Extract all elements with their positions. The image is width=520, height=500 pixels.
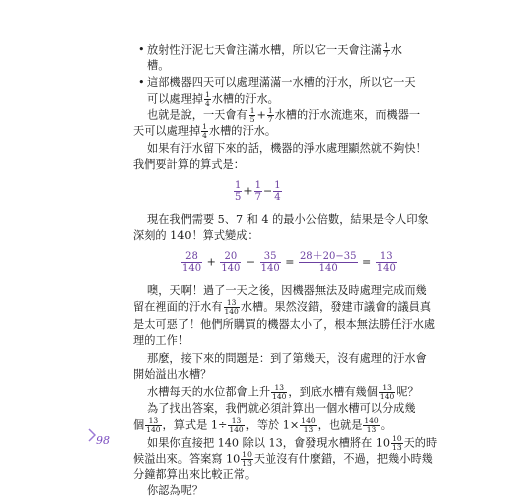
page-marker-icon	[88, 428, 96, 442]
paragraph-line: 分鐘都算出來比較正常。	[133, 468, 257, 481]
fraction: $\frac{1}{4}$	[204, 90, 210, 108]
equation-2: $\frac{28}{140}$ + $\frac{20}{140}$ − $\frac{35}{140}$ = $\frac{28+20-35}{140}$ = $\frac{13}{140}$	[182, 251, 396, 274]
paragraph-line: 個 $\frac{13}{140}$ ，算式是 1÷ $\frac{13}{140}$ ，等於 1× $\frac{140}{13}$ ，也就是 $\frac{140}{13}$ 。	[133, 416, 392, 434]
paragraph-line: 如果你直接把 140 除以 13，會發現水槽將在 10 $\frac{10}{13}$ 天的時	[147, 434, 438, 452]
paragraph-line: 理的工作！	[133, 334, 189, 347]
paragraph-line: 現在我們需要 5、7 和 4 的最小公倍數，結果是令人印象	[147, 213, 429, 226]
paragraph-line: 你認為呢？	[147, 484, 203, 497]
bullet-item: • 放射性汙泥七天會注滿水槽，所以它一天會注滿 $\frac{1}{7}$ 水	[147, 42, 402, 59]
paragraph-line: 我們要計算的算式是：	[133, 158, 245, 171]
paragraph-line: 深刻的 140！算式變成：	[133, 229, 259, 242]
paragraph-line: 那麼，接下來的問題是：到了第幾天，沒有處理的汙水會	[147, 352, 427, 365]
paragraph-line: 噢，天啊！過了一天之後，因機器無法及時處理完成而幾	[147, 284, 427, 297]
paragraph-line: 候溢出來。答案寫 10 $\frac{10}{13}$ 天並沒有什麼錯，不過，把幾小時幾	[133, 450, 433, 468]
bullet-continuation: 可以處理掉 $\frac{1}{4}$ 水槽的汙水。	[147, 90, 279, 108]
paragraph-line: 為了找出答案，我們就必須計算出一個水槽可以分成幾	[147, 402, 416, 415]
equation-1: $\frac{1}{5}$ + $\frac{1}{7}$ − $\frac{1}{4}$	[235, 180, 281, 203]
paragraph-line: 天可以處理掉 $\frac{1}{4}$ 水槽的汙水。	[133, 122, 277, 140]
page-number: 98	[96, 434, 110, 447]
bullet-continuation: 槽。	[147, 59, 170, 72]
bullet-item: • 這部機器四天可以處理滿滿一水槽的汙水，所以它一天	[147, 75, 416, 91]
paragraph-line: 留在裡面的汙水有 $\frac{13}{140}$ 水槽。果然沒錯，發建市議會的議員真	[133, 298, 432, 316]
paragraph-line: 也就是說，一天會有 $\frac{1}{5}$ + $\frac{1}{7}$ 水槽的汙水流進來，而機器一	[147, 106, 421, 124]
paragraph-line: 開始溢出水槽？	[133, 368, 212, 381]
paragraph-line: 水槽每天的水位都會上升 $\frac{13}{140}$ ，到底水槽有幾個 $\frac{13}{140}$ 呢？	[147, 383, 419, 401]
paragraph-line: 是太可惡了！他們所購買的機器太小了，根本無法勝任汙水處	[133, 318, 436, 331]
fraction: $\frac{1}{7}$	[383, 41, 389, 59]
paragraph-line: 如果有汙水留下來的話，機器的淨水處理顯然就不夠快！	[147, 142, 427, 155]
